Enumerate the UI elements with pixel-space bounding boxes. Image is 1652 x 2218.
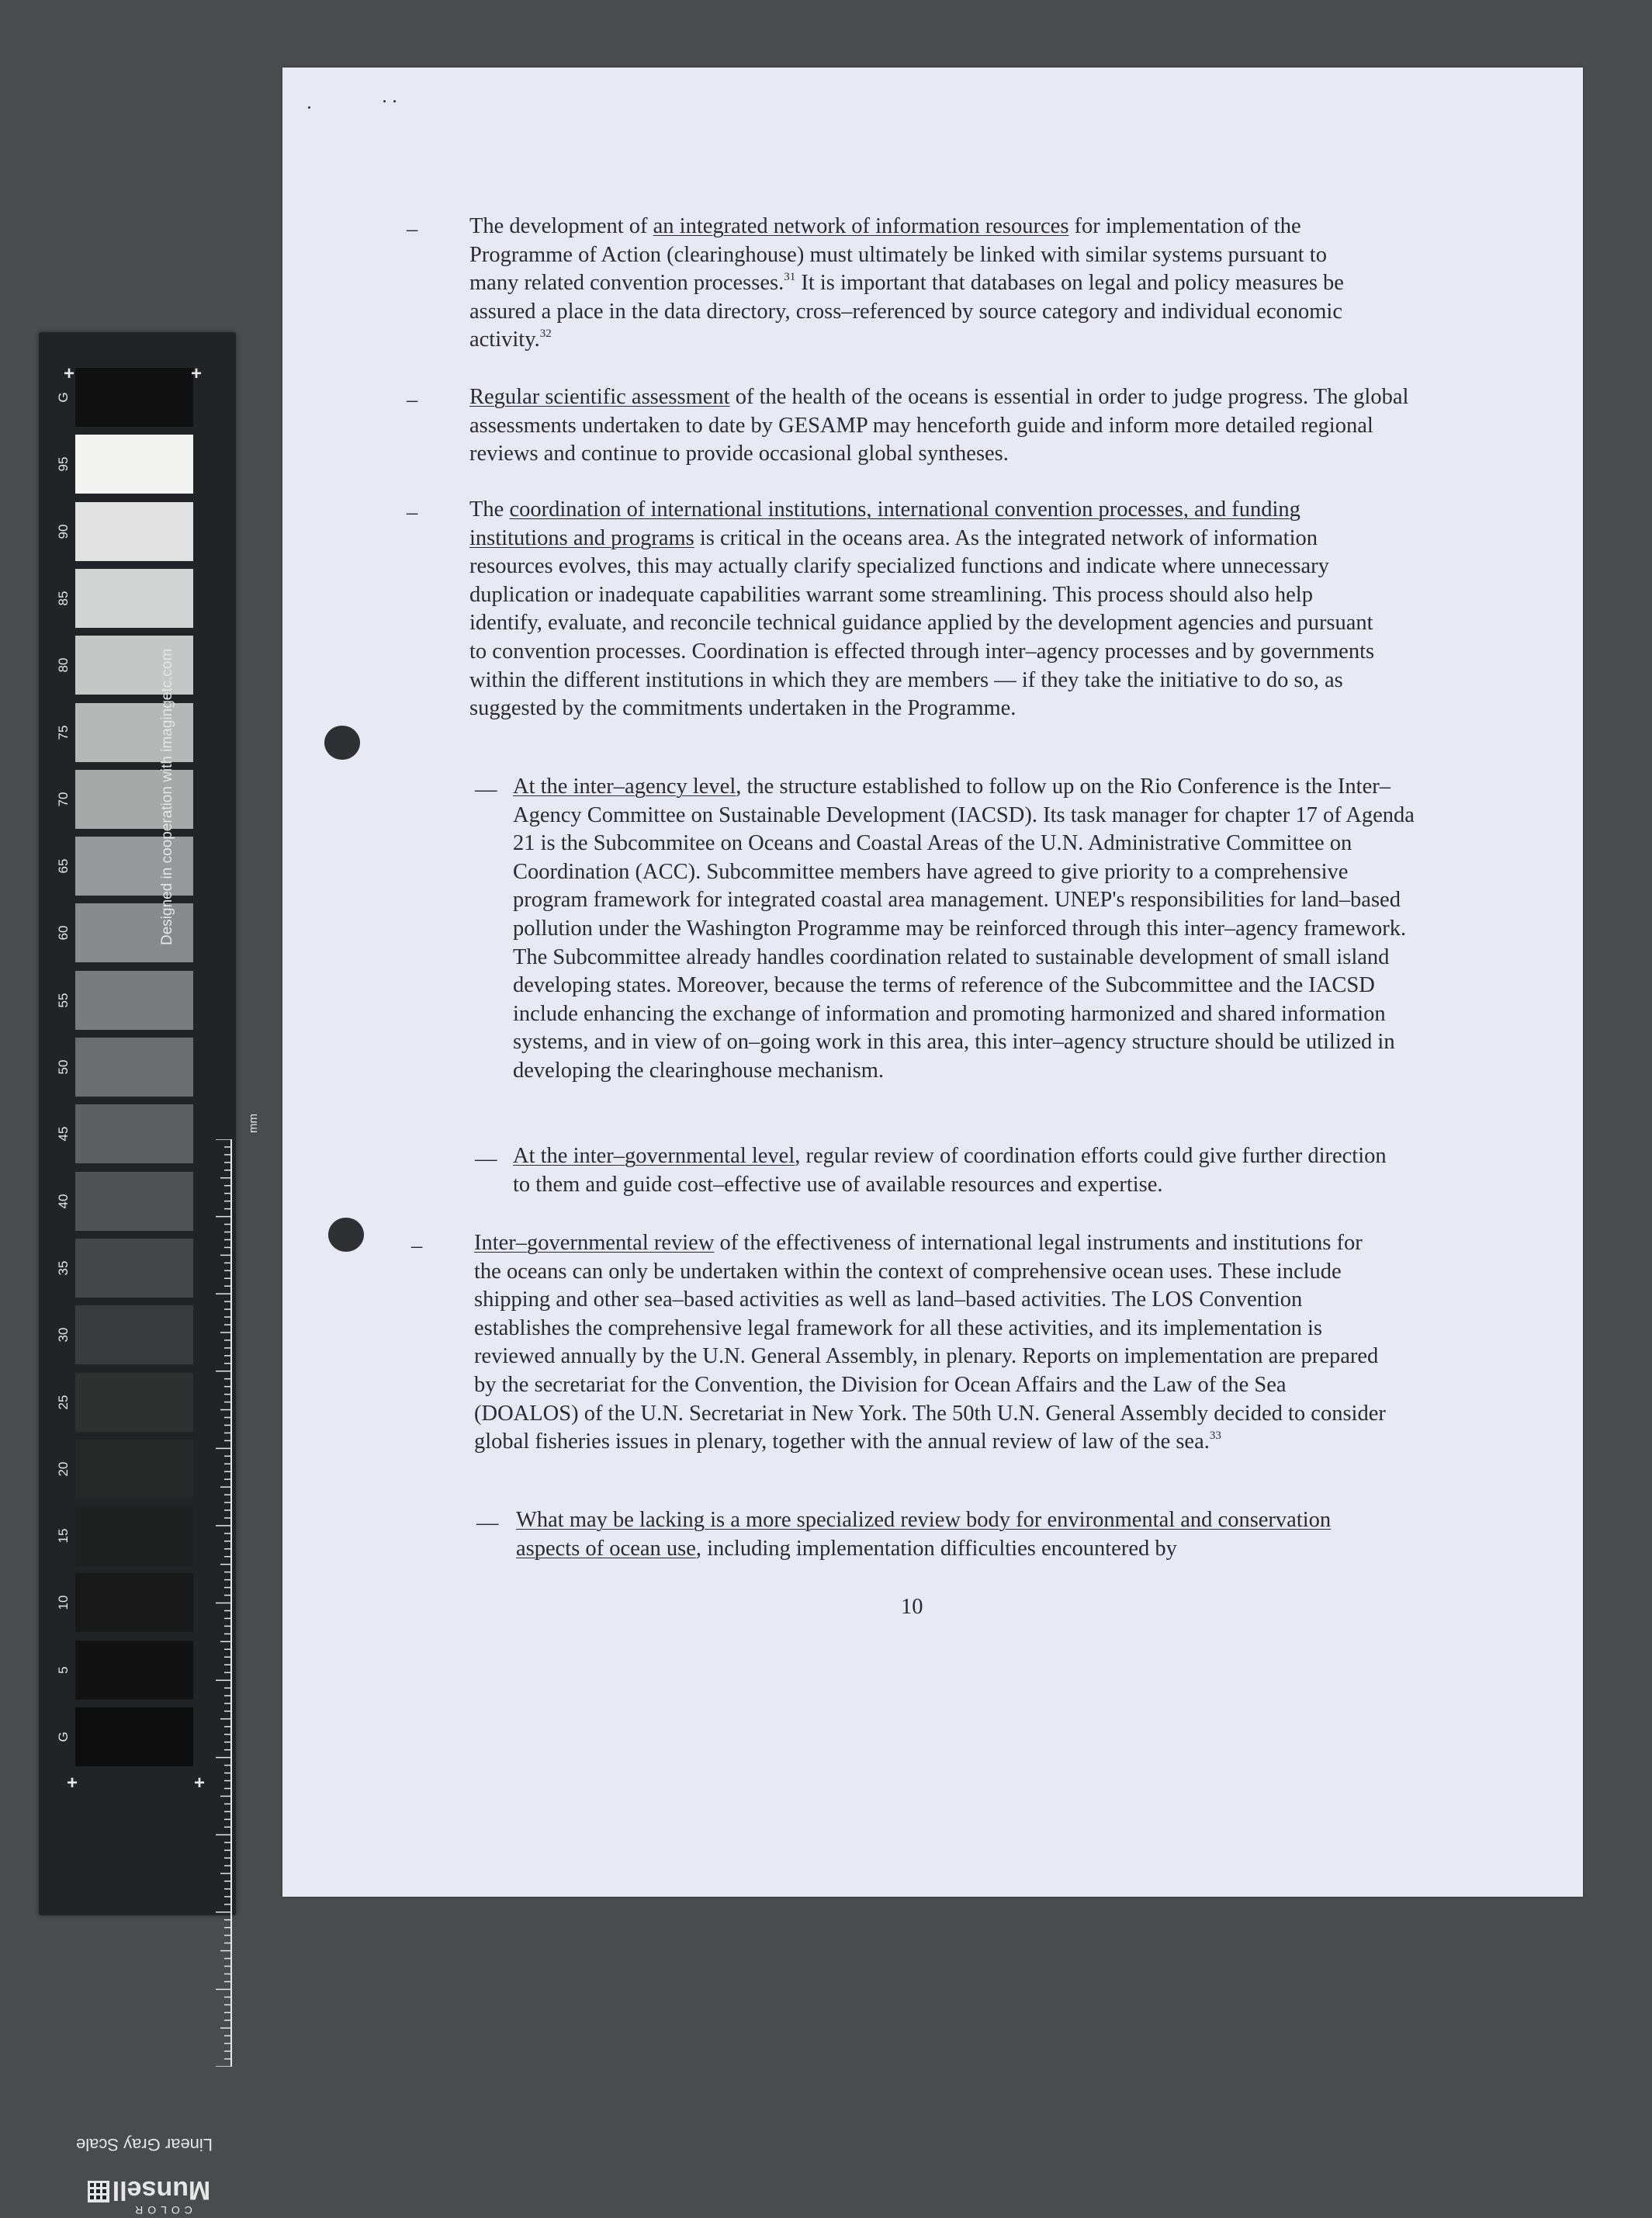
gray-patch bbox=[75, 1038, 193, 1097]
paragraph-inter-agency-level bbox=[513, 773, 1425, 1086]
gray-patch-label: 80 bbox=[56, 657, 71, 673]
bullet-dash: – bbox=[411, 1234, 423, 1258]
mm-ruler bbox=[214, 1139, 233, 2067]
gray-patch-label: 65 bbox=[56, 858, 71, 874]
gray-patch bbox=[75, 1239, 193, 1298]
strip-title: Linear Gray Scale bbox=[75, 2135, 213, 2154]
paper-speck bbox=[308, 106, 310, 109]
paragraph-text: , including implementation difficulties encountered by bbox=[695, 1536, 1177, 1561]
gray-patch bbox=[75, 1104, 193, 1163]
underlined-term: What may be lacking is a more specialized review body for environmental and conservation aspects of ocean use bbox=[516, 1508, 1332, 1561]
gray-patch-label: 35 bbox=[56, 1260, 71, 1276]
page-number: 10 bbox=[901, 1595, 923, 1619]
gray-patch-label: 40 bbox=[56, 1194, 71, 1209]
paragraph-inter-governmental-review bbox=[474, 1229, 1394, 1457]
paragraph-information-network bbox=[469, 213, 1346, 355]
bullet-dash: – bbox=[407, 501, 418, 525]
bullet-dash: – bbox=[407, 217, 418, 241]
underlined-term: Inter–governmental review bbox=[474, 1231, 715, 1255]
underlined-term: At the inter–governmental level bbox=[513, 1144, 795, 1168]
plus-mark: + bbox=[67, 1773, 78, 1793]
gray-patch bbox=[75, 1573, 193, 1632]
gray-patch bbox=[75, 1707, 193, 1766]
gray-patch bbox=[75, 1172, 193, 1231]
munsell-logo-icon bbox=[88, 2181, 109, 2202]
gray-patch-label: 95 bbox=[56, 456, 71, 472]
gray-patch-label: 85 bbox=[56, 591, 71, 606]
underlined-term: Regular scientific assessment bbox=[469, 385, 730, 409]
gray-patch-label: 50 bbox=[56, 1059, 71, 1075]
munsell-brand-sub: COLOR bbox=[130, 2204, 192, 2216]
paragraph-specialized-review-body bbox=[516, 1506, 1377, 1563]
bullet-double-dash: –– bbox=[475, 778, 497, 802]
gray-patch-label: 20 bbox=[56, 1461, 71, 1477]
document-page bbox=[282, 68, 1583, 1897]
bullet-double-dash: –– bbox=[476, 1511, 499, 1535]
gray-patch bbox=[75, 1641, 193, 1700]
punch-hole bbox=[328, 1218, 364, 1252]
paragraph-text: of the health of the oceans is essential in order to judge progress. The global assessments undertaken to date by GESAMP may henceforth guide and inform more detailed regional reviews and continue to provide occasional global syntheses. bbox=[469, 385, 1409, 466]
plus-mark: + bbox=[191, 363, 203, 384]
punch-hole bbox=[324, 726, 360, 760]
strip-unit-label: mm bbox=[247, 1114, 260, 1133]
footnote-ref: 33 bbox=[1209, 1430, 1221, 1443]
gray-patch-label: 30 bbox=[56, 1327, 71, 1343]
underlined-term: At the inter–agency level bbox=[513, 775, 736, 799]
gray-patch-label: G bbox=[56, 392, 71, 403]
gray-patch-label: 25 bbox=[56, 1395, 71, 1409]
footnote-ref: 32 bbox=[539, 328, 552, 341]
paragraph-text: The bbox=[469, 497, 510, 522]
paragraph-text: of the effectiveness of international legal instruments and institutions for the oceans can only be undertaken within the context of comprehensive ocean uses. These include shipping and other sea–based activities as well as land–based activities. The LOS Convention establishes the comprehensive legal framework for all these activities, and its implementation is reviewed annually by the U.N. General Assembly, in plenary. Reports on implementation are prepared by the secretariat for the Convention, the Division for Ocean Affairs and the Law of the Sea (DOALOS) of the U.N. Secretariat in New York. The 50th U.N. General Assembly decided to consider global fisheries issues in plenary, together with the annual review of law of the sea. bbox=[474, 1231, 1386, 1454]
plus-mark: + bbox=[194, 1773, 206, 1793]
gray-patch bbox=[75, 1305, 193, 1364]
underlined-term: coordination of international institutions, international convention processes, and funding institutions and programs bbox=[469, 497, 1300, 550]
paragraph-coordination bbox=[469, 496, 1381, 723]
gray-scale-strip bbox=[39, 332, 260, 2216]
gray-patch bbox=[75, 971, 193, 1030]
gray-patch bbox=[75, 368, 193, 427]
paper-speck bbox=[383, 100, 386, 102]
paragraph-inter-governmental-level bbox=[513, 1142, 1390, 1199]
gray-patch-label: 75 bbox=[56, 725, 71, 740]
gray-patch-label: 45 bbox=[56, 1126, 71, 1142]
paragraph-scientific-assessment bbox=[469, 383, 1424, 469]
paragraph-text: , regular review of coordination efforts could give further direction to them and guide cost–effective use of available resources and expertise. bbox=[513, 1144, 1387, 1197]
gray-patch bbox=[75, 1506, 193, 1565]
paragraph-text: The development of bbox=[469, 214, 653, 238]
gray-patch-label: 10 bbox=[56, 1595, 71, 1610]
gray-patch-label: 60 bbox=[56, 925, 71, 941]
paragraph-text: for implementation of the Programme of Action (clearinghouse) must ultimately be linked with similar systems pursuant to many related convention processes. bbox=[469, 214, 1327, 296]
footnote-ref: 31 bbox=[784, 271, 796, 284]
paper-speck bbox=[393, 100, 396, 102]
gray-patch bbox=[75, 1440, 193, 1499]
gray-patch-label: 90 bbox=[56, 524, 71, 539]
munsell-logo bbox=[81, 2171, 237, 2218]
paragraph-text: is critical in the oceans area. As the integrated network of information resources evolves, this may actually clarify specialized functions and indicate where unnecessary duplication or inadequate capabilities warrant some streamlining. This process should also help identify, evaluate, and reconcile technical guidance applied by the development agencies and pursuant to convention processes. Coordination is effected through inter–agency processes and by governments within the different institutions in which they are members –– if they take the initiative to do so, as suggested by the commitments undertaken in the Programme. bbox=[469, 525, 1375, 721]
gray-patch bbox=[75, 435, 193, 494]
bullet-double-dash: –– bbox=[475, 1147, 497, 1171]
gray-patch-label: 70 bbox=[56, 792, 71, 807]
gray-patch-label: G bbox=[56, 1731, 71, 1742]
gray-patch bbox=[75, 1373, 193, 1432]
paragraph-text: , the structure established to follow up on the Rio Conference is the Inter–Agency Committee on Sustainable Development (IACSD). Its task manager for chapter 17 of Agenda 21 is the Subcommitee on Oceans and Coastal Areas of the U.N. Administrative Committee on Coordination (ACC). Subcommittee members have agreed to give priority to a comprehensive program framework for integrated coastal area management. UNEP's responsibilities for land–based pollution under the Washington Programme may be reinforced through this inter–agency framework. The Subcommittee already handles coordination related to sustainable development of small island developing states. Moreover, because the terms of reference of the Subcommittee and the IACSD include enhancing the exchange of information and promoting harmonized and shared information systems, and in view of on–going work in this area, this inter–agency structure should be utilized in developing the clearinghouse mechanism. bbox=[513, 775, 1415, 1083]
gray-patch-label: 55 bbox=[56, 993, 71, 1008]
paragraph-text: It is important that databases on legal and policy measures be assured a place in the data directory, cross–referenced by source category and individual economic activity. bbox=[469, 271, 1344, 352]
gray-patch bbox=[75, 502, 193, 561]
strip-credit: Designed in cooperation with imagingetc.com bbox=[159, 648, 175, 945]
bullet-dash: – bbox=[407, 388, 418, 412]
gray-patch-label: 5 bbox=[56, 1665, 71, 1674]
underlined-term: an integrated network of information resources bbox=[653, 214, 1069, 238]
gray-patch-label: 15 bbox=[56, 1528, 71, 1544]
munsell-brand: Munsell bbox=[112, 2175, 211, 2205]
plus-mark: + bbox=[64, 363, 75, 384]
